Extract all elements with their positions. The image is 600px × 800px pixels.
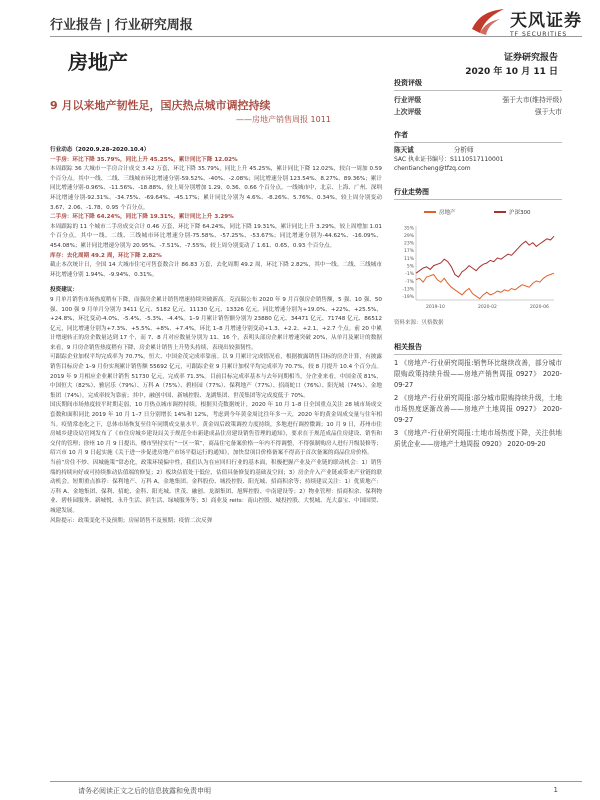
body-paragraph: 本周跟踪 36 大城市一手房合计成交 3.42 万套，环比下降 35.79%，同比上升 45.25%，累计同比下降 12.02%，较白一周加 0.59 个百分点。其中一线、二线、三线城市环比增速分别-59.52%、-40%、-2.08%；同比增速分别 123.54%、8.27%、89.36%；累计同比增速分别-0.96%、-11.56%、-18.88%，较上周分别增加 1.29、0.36、0.66 个百分点。一线城市中，北京、上海、广州、深圳环比增速分别-92.31%、-34.75%、-69.64%、-45.17%；累计同比分别为 4.6%、-8.26%、5.76%、0.34%，较上周分别变动 3.67、2.06、-1.78、0.95 个百分点。: [50, 166, 382, 211]
tf-logo-icon: [470, 7, 506, 37]
analyst-name: 陈天诚: [394, 146, 414, 154]
x-tick-label: 2019-10: [426, 305, 445, 310]
analyst-cert: SAC 执业证书编号：S1110517110001: [394, 156, 504, 163]
author-heading: 作者: [394, 130, 562, 143]
y-tick-label: -7%: [405, 279, 414, 285]
body-heading: 一手房：环比下降 35.79%，同比上升 45.25%，累计同比下降 12.02%: [50, 156, 238, 163]
body-paragraph: 截止本次统计日，全国 14 大城市住宅可售套数合计 86.83 万套，去化周期 49.2 周，环比下降 2.82%，其中一线、二线、三线城市环比增速分别 1.94%、-9.94%、0.31%。: [50, 262, 382, 278]
logo-name-cn: 天风证券: [510, 11, 582, 31]
report-type: 证券研究报告: [503, 53, 558, 63]
body-paragraph: 9 月单月销售市场热度稍有下降，而强房企累计销售增速持续突破新高。克而瑞公布 2020 年 9 月百强房企销售额，5 强、10 强、50 强、100 强 9 月单月分别为 3411 亿元、5182 亿元、11130 亿元、13326 亿元，同比增速分别为+19.0%、+22%、+25.5%、+24.8%，环比变动-4.0%、-5.4%、-5.3%、-4.4%。1–9 月累计销售额分别为 23880 亿元、34471 亿元、71748 亿元、86512 亿元，同比增速分别为+7.3%、+5.5%、+8%、+7.4%，环比 1–8 月增速分别变动+1.3、+2.2、+2.1、+2.7 个点。前 20 中累计增速转正的房企数量达到 17 个，而 7、8 月对应数量分别为 11、16 个，表明头部房企累计增速突破 20%，从单月及累计的数据来看，9 月房企销售热度稍有下降，房企累计销售上升势头持续，表现出较强韧性。: [50, 296, 382, 351]
header-separator: |: [106, 18, 111, 33]
chart-heading: 行业走势图: [394, 187, 562, 200]
related-heading: 相关报告: [394, 342, 562, 355]
logo-name-en: TF SECURITIES: [510, 31, 568, 38]
legend-label: 房地产: [439, 210, 456, 216]
trend-chart-svg: [394, 204, 562, 314]
x-tick-label: 2020-06: [530, 305, 549, 310]
sector-title: 房地产: [68, 50, 128, 74]
y-tick-label: 5%: [406, 264, 414, 270]
series-line-realestate: [416, 273, 554, 299]
report-title: 9 月以来地产韧性足，国庆热点城市调控持续: [50, 99, 271, 112]
footer-disclaimer: 请务必阅读正文之后的信息披露和免责申明: [78, 787, 211, 795]
body-paragraph: 国庆期间市场热度较平时期走弱，10 月热点城市调控持续。根据贝壳数据统计，2020 年 10 月 1–8 日全国重点关注 28 城市场成交套数和面积同比 2019 年 10 月 1–7 日分别增长 14%和 12%，考虑到今年黄金周比往年多一天，2020 年的黄金周成交量与往年相当。疫情常态化之下，总体市场恢复至往年同期成交量水平。黄金周后政策调控力度持续，多地进行调控微调；10 月 9 日，苏州市住房城乡建设局官网发布了《市住房城乡建设局关于规范全市新建成品住房建设销售管理的通知》，要求在于规范成品住房建设、销售和交付的管理；徐州 10 月 9 日提出，楼市坚持实行“一区一策”，商品住宅备案价格一年内不得调整，不得强制购房人进行升级装修等；绍兴市 10 月 9 日起实施《关于进一步促进房地产市场平稳运行的通知》，加快盘项目价格备案不得高于首次备案的商品住房价格。: [50, 402, 382, 457]
sidebar: [394, 78, 562, 452]
related-report-item[interactable]: 3 《房地产-行业研究周报:土地市场热度下降，关注供地质优企业——房地产土地周报 0920》 2020-09-20: [394, 429, 562, 448]
page-number: 1: [553, 786, 558, 794]
footer-divider: [50, 781, 582, 782]
analyst-email[interactable]: chentiancheng@tfzq.com: [394, 165, 471, 172]
x-tick-label: 2020-02: [478, 305, 497, 310]
prev-rating-value: 强于大市: [534, 108, 562, 116]
body-paragraph: 风险提示：政策变化不及预期；房屋销售不及预期；疫情二次反弹: [50, 517, 213, 524]
body-paragraph: 可跟踪企业加权平均完成率为 70.7%，恒大、中国金茂完成率靠前。以 9 月累计完成情况看，根据披露销售目标的房企计算，有披露销售目标房企 1–9 月份实现累计销售额 55692 亿元，可跟踪企业 9 月累计加权平均完成率为 70.7%，较 8 月提升 10.4 个百分点。2019 年 9 月相应企业累计销售 51730 亿元，完成率 71.3%。目前目标完成率基本与去年同期相当，分企业来看，中国金茂 81%，中国恒大（82%）、雅居乐（79%）、万科 A（75%）、碧桂园（77%）、保利地产（77%）、招商蛇口（76%）、阳光城（74%）、金地集团（74%），完成率较为靠前；其中，融创中国、新城控股、龙湖集团、世茂集团等完成度低于 70%。: [50, 354, 382, 399]
trend-chart: [394, 204, 562, 316]
rating-heading: 投资评级: [394, 78, 562, 91]
legend-label: 沪深300: [509, 210, 531, 216]
prev-rating-label: 上次评级: [394, 108, 422, 116]
body-paragraph: 本周跟踪的 11 个城市二手房成交合计 0.46 万套，环比下降 64.24%，同比下降 19.31%，累计同比上升 3.29%，较上周增加 1.01 个百分点。其中一线、二线、三线城市环比增速分别-75.58%、-57.25%、-53.67%；同比增速分别为-44.62%、-16.09%、454.08%；累计同比增速分别为 20.95%、-7.51%、-7.55%，较上周分别变动了 1.61、0.65、0.93 个百分点。: [50, 223, 382, 249]
body-heading: 投资建议：: [50, 287, 78, 294]
y-tick-label: -19%: [402, 295, 414, 301]
rating-row: [394, 94, 562, 106]
y-tick-label: 11%: [403, 256, 414, 262]
prev-rating-row: [394, 106, 562, 118]
report-body: [50, 146, 382, 526]
related-report-item[interactable]: 2 《房地产-行业研究周报:部分城市限购持续升级，土地市场热度逐渐改善——房地产土地周报 0927》 2020-09-27: [394, 394, 562, 424]
body-heading: 行业动态（2020.9.28–2020.10.4）: [50, 147, 150, 153]
analyst-role: 分析师: [453, 146, 474, 154]
series-line-hs300: [416, 236, 554, 277]
report-subtitle: ——房地产销售周报 1011: [236, 115, 331, 124]
y-tick-label: 29%: [403, 233, 414, 239]
body-heading: 库存：去化周期 49.2 周，环比下降 2.82%: [50, 252, 162, 259]
body-paragraph: 当前“房住不炒、因城施策”常态化，政策环境偏中性，我们认为在应回归行业的基本面，积极把握产业及产业链的联动机会：1）销售端的持续向好或可持续推动估值端的修复；2）板块估值处于低位，估值具备修复的基础及空间；3）房企介入产业链或带来产业链的联动机会。短期重点推荐：保利地产、万科 A、金地集团、金科股份、城投控股、阳光城、招商积余等；持续建议关注：1）优质地产：万科 A、金地集团、保利、招蛇、金科、阳光城、世茂、融创、龙湖集团、旭辉控股、中南建设等；2）物业管理：招商积余、保利物业、碧桂园服务、新城悦、永升生活、滨生活、绿城服务等；3）商业及 reits：南山控股、城投控股、大悦城、光大嘉宝、中国国贸、城建发展。: [50, 460, 382, 514]
body-heading: 二手房：环比下降 64.24%，同比下降 19.31%，累计同比上升 3.29%: [50, 214, 234, 221]
header-subcategory: 行业研究周报: [114, 18, 193, 33]
y-tick-label: -1%: [405, 272, 414, 278]
y-tick-label: 17%: [403, 249, 414, 255]
related-report-item[interactable]: 1 《房地产-行业研究周报:销售环比继续改善，部分城市限购政策持续升级——房地产销售周报 0927》 2020-09-27: [394, 359, 562, 389]
header-divider: [50, 36, 582, 37]
header-category: 行业报告: [50, 18, 103, 33]
y-tick-label: 35%: [403, 226, 414, 232]
report-header: [50, 14, 193, 33]
related-list: [394, 358, 562, 450]
company-logo: [470, 6, 582, 38]
rating-label: 行业评级: [394, 96, 422, 104]
chart-source: 资料来源：贝格数据: [394, 320, 444, 326]
y-tick-label: -13%: [402, 287, 414, 293]
report-date: 2020 年 10 月 11 日: [465, 67, 558, 77]
y-tick-label: 23%: [403, 241, 414, 247]
analyst-block: [394, 146, 562, 173]
rating-value: 强于大市(维持评级): [502, 96, 562, 104]
